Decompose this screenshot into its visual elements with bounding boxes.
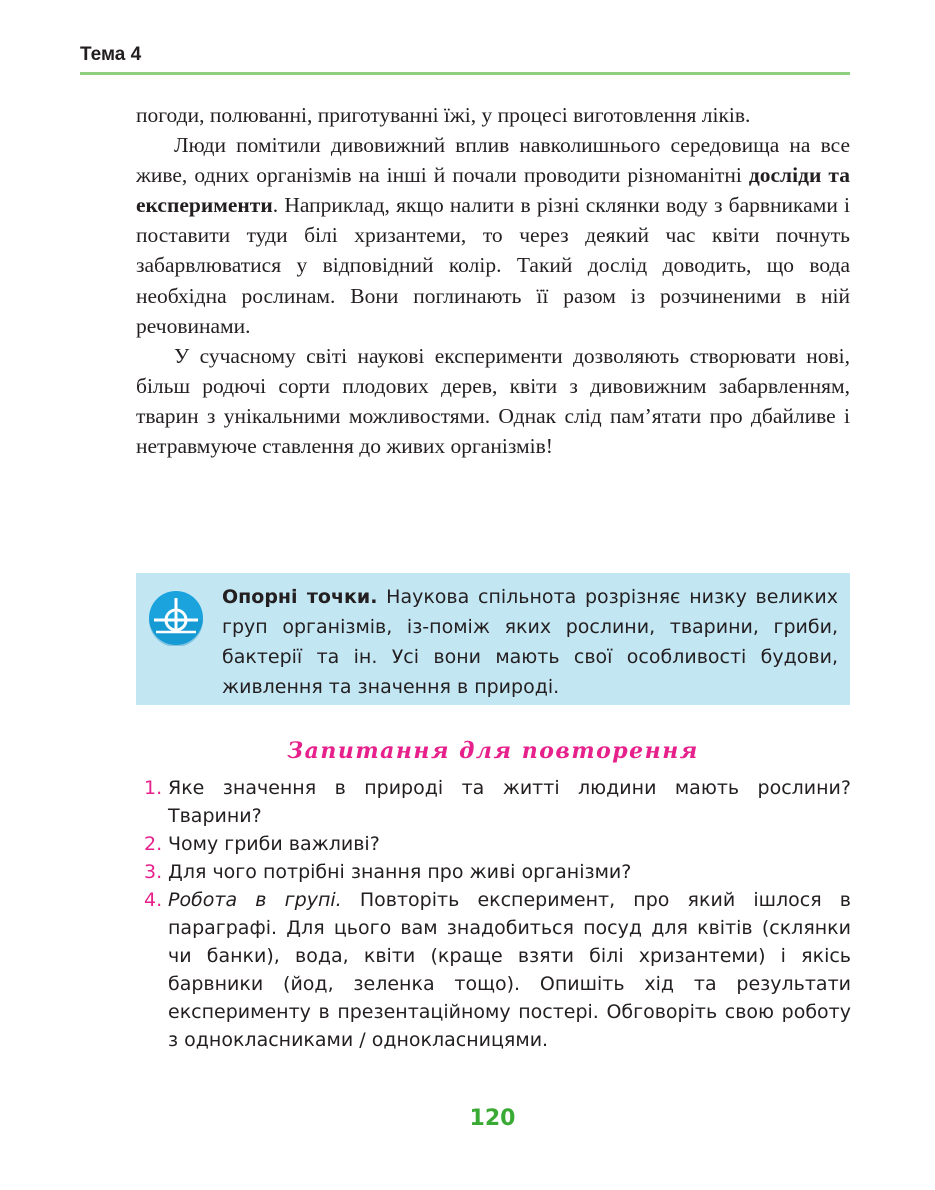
question-item [144,774,851,830]
question-text: Яке значення в природі та житті людини мають рослини? Тварини? [168,777,851,827]
page-number: 120 [469,1106,516,1131]
paragraph-2-end: . Наприклад, якщо налити в різні склянки воду з барвниками і поставити туди білі хризантеми, то через деякий час квіти почнуть забарвлюватися у відповідний колір. Такий дослід доводить, що вода необхідна рослинам. Вони поглинають її разом із розчиненими в ній речовинами. [136,193,850,338]
paragraph-1: погоди, полюванні, приготуванні їжі, у процесі виготовлення ліків. [136,103,751,127]
question-lead: Робота в групі. [168,889,342,911]
question-text: Чому гриби важливі? [168,833,380,855]
paragraph-2-start: Люди помітили дивовижний вплив навколишнього середовища на все живе, одних організмів на інші й почали проводити різноманітні [136,133,850,188]
questions-title: Запитання для повторення [287,738,699,764]
paragraph-2 [136,130,850,341]
header-divider [80,72,850,75]
key-points-text [222,582,838,702]
target-crosshair-icon [148,590,204,646]
question-number: 4. [144,889,163,911]
paragraph-3: У сучасному світі наукові експерименти дозволяють створювати нові, більш родючі сорти плодових дерев, квіти з дивовижним забарвленням, тварин з унікальними можливостями. Однак слід пам’ятати про дбайливе і нетравмуюче ставлення до живих організмів! [136,343,850,459]
question-item [144,830,851,858]
question-text: Для чого потрібні знання про живі організми? [168,861,632,883]
question-number: 3. [144,861,163,883]
key-points-body: Наукова спільнота розрізняє низку великих груп організмів, із-поміж яких рослини, тварини, гриби, бактерії та ін. Усі вони мають свої особливості будови, живлення та значення в природі. [222,586,838,698]
question-item [144,886,851,1054]
key-points-label: Опорні точки. [222,586,378,608]
key-points-box [136,573,850,705]
body-text [136,100,850,461]
topic-header: Тема 4 [80,44,142,65]
question-number: 1. [144,777,163,799]
paragraph-2-emphasis: досліди та експерименти [136,163,850,218]
question-item [144,858,851,886]
question-number: 2. [144,833,163,855]
question-text: Повторіть експеримент, про який ішлося в параграфі. Для цього вам знадобиться посуд для квітів (склянки чи банки), вода, квіти (краще взяти білі хризантеми) і якісь барвники (йод, зеленка тощо). Опишіть хід та результати експерименту в презентаційному постері. Обговоріть свою роботу з однокласниками / однокласницями. [168,889,851,1051]
questions-list [144,774,851,1054]
